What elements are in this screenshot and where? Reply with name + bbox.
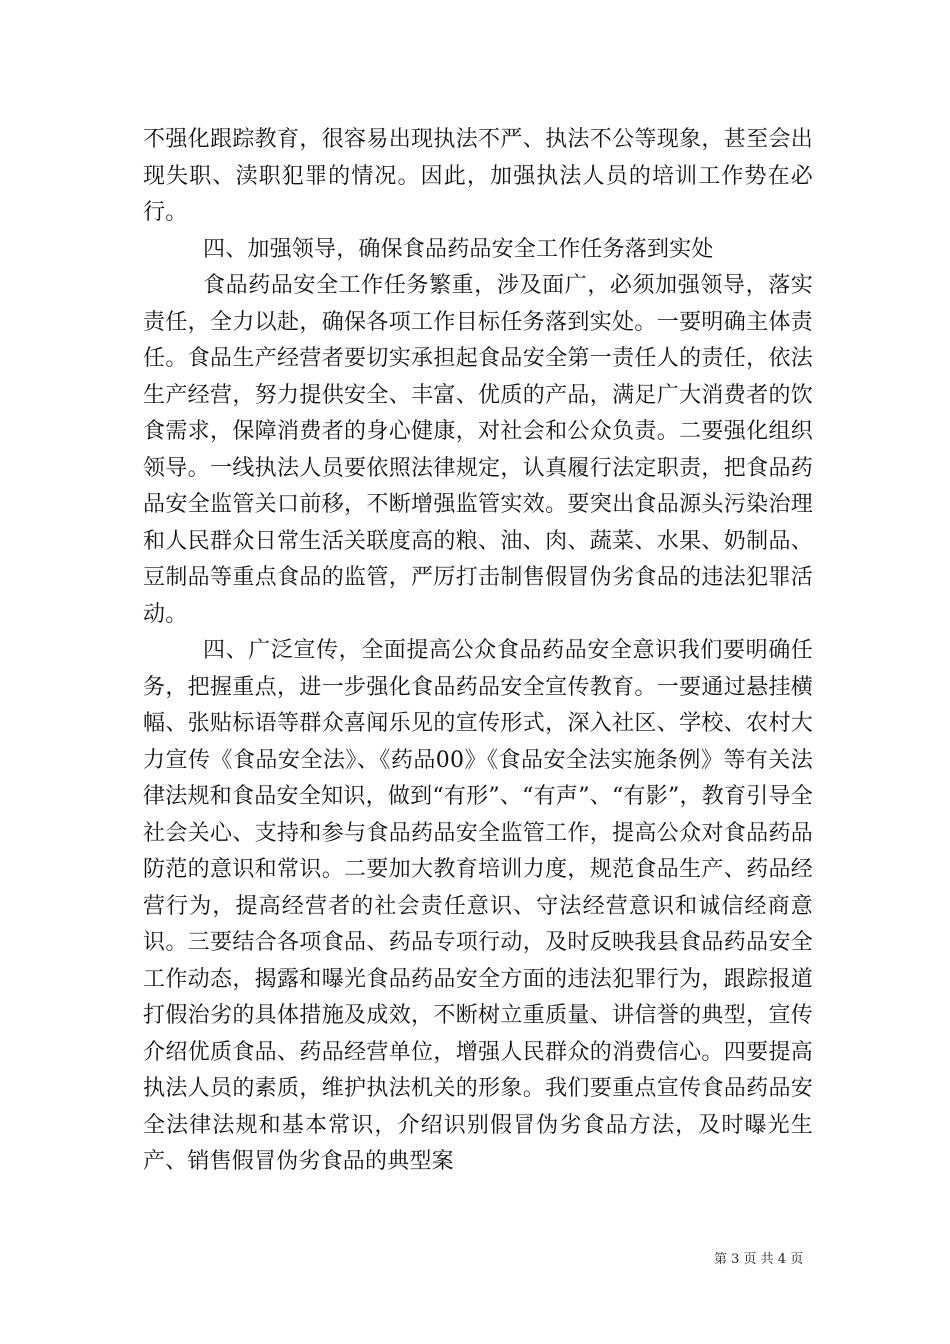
- document-body: [143, 122, 813, 1181]
- section-heading: 四、加强领导，确保食品药品安全工作任务落到实处: [203, 236, 714, 262]
- paragraph-publicity: 四、广泛宣传，全面提高公众食品药品安全意识我们要明确任务，把握重点，进一步强化食品药品安全宣传教育。一要通过悬挂横幅、张贴标语等群众喜闻乐见的宣传形式，深入社区、学校、农村大力宣传《食品安全法》、《药品00》《食品安全法实施条例》等有关法律法规和食品安全知识，做到“有形”、“有声”、“有影”，教育引导全社会关心、支持和参与食品药品安全监管工作，提高公众对食品药品防范的意识和常识。二要加大教育培训力度，规范食品生产、药品经营行为，提高经营者的社会责任意识、守法经营意识和诚信经商意识。三要结合各项食品、药品专项行动，及时反映我县食品药品安全工作动态，揭露和曝光食品药品安全方面的违法犯罪行为，跟踪报道打假治劣的具体措施及成效，不断树立重质量、讲信誉的典型，宣传介绍优质食品、药品经营单位，增强人民群众的消费信心。四要提高执法人员的素质，维护执法机关的形象。我们要重点宣传食品药品安全法律法规和基本常识，介绍识别假冒伪劣食品方法，及时曝光生产、销售假冒伪劣食品的典型案: [143, 638, 813, 1174]
- page-number-footer: 第 3 页 共 4 页: [714, 1252, 804, 1267]
- paragraph-leadership: 食品药品安全工作任务繁重，涉及面广，必须加强领导，落实责任，全力以赴，确保各项工作目标任务落到实处。一要明确主体责任。食品生产经营者要切实承担起食品安全第一责任人的责任，依法生产经营，努力提供安全、丰富、优质的产品，满足广大消费者的饮食需求，保障消费者的身心健康，对社会和公众负责。二要强化组织领导。一线执法人员要依照法律规定，认真履行法定职责，把食品药品安全监管关口前移，不断增强监管实效。要突出食品源头污染治理和人民群众日常生活关联度高的粮、油、肉、蔬菜、水果、奶制品、豆制品等重点食品的监管，严厉打击制售假冒伪劣食品的违法犯罪活动。: [143, 273, 813, 627]
- paragraph-continuation: 不强化跟踪教育，很容易出现执法不严、执法不公等现象，甚至会出现失职、渎职犯罪的情况。因此，加强执法人员的培训工作势在必行。: [143, 127, 813, 225]
